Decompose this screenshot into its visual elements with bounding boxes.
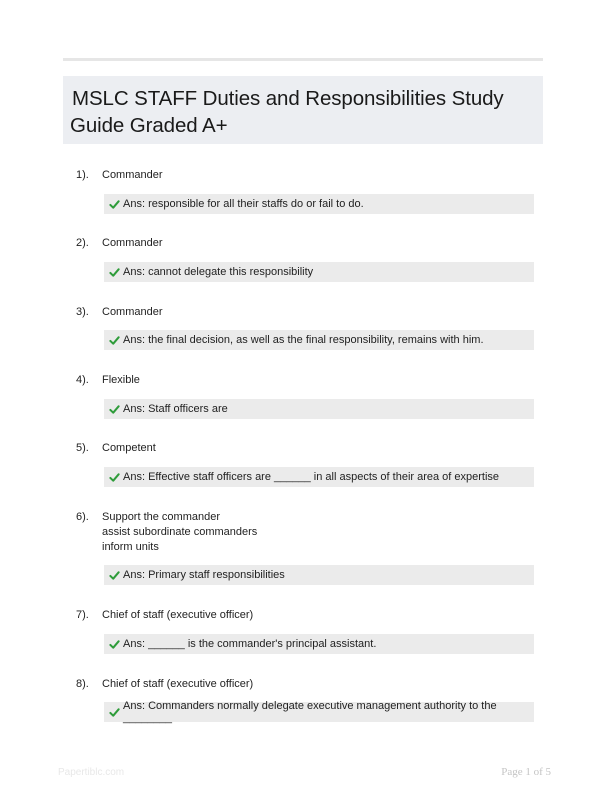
- question-number: 8).: [76, 678, 89, 690]
- title-banner: [63, 76, 543, 144]
- answer-box: [104, 194, 534, 214]
- checkmark-icon: [109, 570, 120, 581]
- question-text: Commander: [102, 237, 163, 249]
- checkmark-icon: [109, 639, 120, 650]
- question-text: Competent: [102, 442, 156, 454]
- question-number: 5).: [76, 442, 89, 454]
- answer-box: [104, 702, 534, 722]
- title-line-2: Guide Graded A+: [70, 114, 228, 137]
- question-text: Commander: [102, 306, 163, 318]
- answer-text: Ans: Staff officers are: [123, 403, 228, 415]
- question-number: 1).: [76, 169, 89, 181]
- answer-text: Ans: ______ is the commander's principal assistant.: [123, 638, 377, 650]
- answer-box: [104, 467, 534, 487]
- answer-text: Ans: the final decision, as well as the final responsibility, remains with him.: [123, 334, 484, 346]
- checkmark-icon: [109, 472, 120, 483]
- question-number: 6).: [76, 511, 89, 523]
- question-number: 4).: [76, 374, 89, 386]
- top-divider: [63, 58, 543, 61]
- answer-box: [104, 565, 534, 585]
- page-indicator: Page 1 of 5: [501, 766, 551, 778]
- checkmark-icon: [109, 335, 120, 346]
- answer-box: [104, 634, 534, 654]
- question-text: Support the commander assist subordinate commanders inform units: [102, 511, 258, 553]
- checkmark-icon: [109, 404, 120, 415]
- answer-text: Ans: Effective staff officers are ______ in all aspects of their area of expertise: [123, 471, 500, 483]
- answer-text: Ans: cannot delegate this responsibility: [123, 266, 314, 278]
- question-text: Chief of staff (executive officer): [102, 609, 254, 621]
- checkmark-icon: [109, 267, 120, 278]
- answer-box: [104, 399, 534, 419]
- question-number: 2).: [76, 237, 89, 249]
- answer-text: Ans: responsible for all their staffs do or fail to do.: [123, 198, 364, 210]
- title-line-1: MSLC STAFF Duties and Responsibilities Study: [72, 87, 504, 110]
- document-title: [72, 85, 535, 139]
- question-number: 3).: [76, 306, 89, 318]
- checkmark-icon: [109, 199, 120, 210]
- answer-box: [104, 330, 534, 350]
- question-text: Chief of staff (executive officer): [102, 678, 254, 690]
- question-text: Commander: [102, 169, 163, 181]
- question-text: Flexible: [102, 374, 140, 386]
- question-number: 7).: [76, 609, 89, 621]
- checkmark-icon: [109, 707, 120, 718]
- answer-text: Ans: Commanders normally delegate executive management authority to the ________: [123, 700, 497, 724]
- footer-watermark: Papertiblc.com: [58, 767, 125, 778]
- answer-box: [104, 262, 534, 282]
- answer-text: Ans: Primary staff responsibilities: [123, 569, 285, 581]
